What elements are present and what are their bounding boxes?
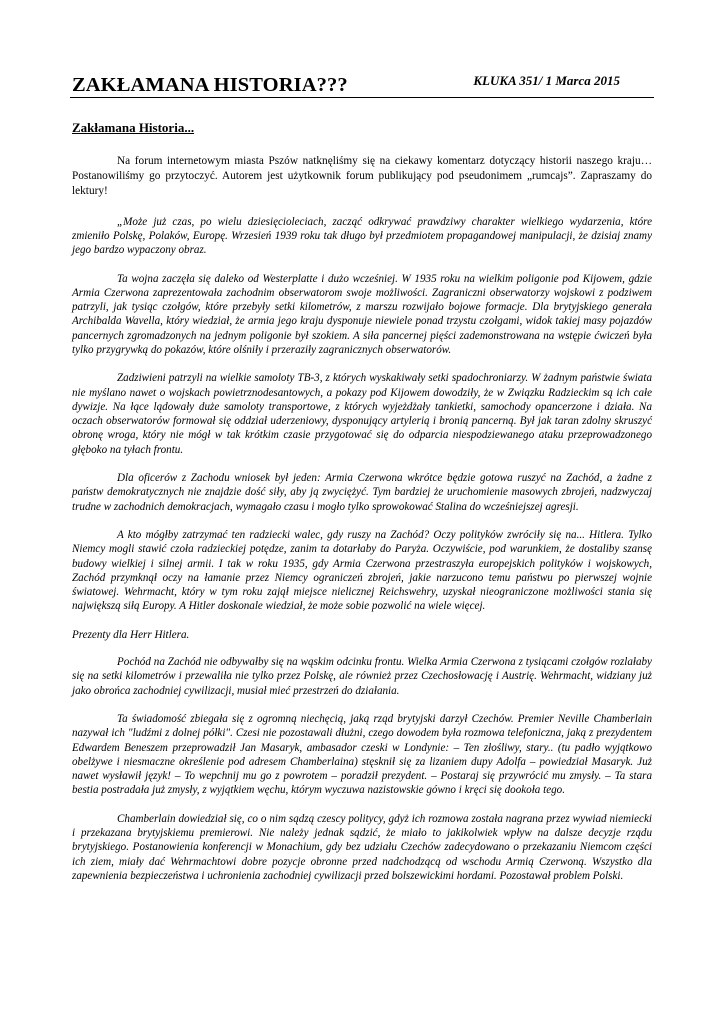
paragraph: Dla oficerów z Zachodu wniosek był jeden: Armia Czerwona wkrótce będzie gotowa ruszyć na Zachód, a żadne z państw demokratycznych nie znajdzie dość siły, aby ją zwyciężyć. Tym bardziej że uruchomienie masowych zbrojeń, nadzwyczaj trudne w zachodnich demokracjach, wymagało czasu i mogło tylko sprowokować Stalina do wcześniejszej agresji. [72,472,652,513]
page-header [70,70,654,98]
paragraph: Ta świadomość zbiegała się z ogromną niechęcią, jaką rząd brytyjski darzył Czechów. Premier Neville Chamberlain nazywał ich "ludźmi z dolnej półki". Czesi nie pozostawali dłużni, czego dowodem była rozmowa telefoniczna, jaką z prezydentem Edwardem Beneszem przeprowadził Jan Masaryk, ambasador czeski w Londynie: – Ten złośliwy, stary.. (tu padło wyjątkowo obelżywe i niesmaczne określenie pod adresem Chamberlaina) stęsknił się za lizaniem dupy Adolfa – powiedział Masaryk. Już nawet wysławił język! – To wepchnij mu go z powrotem – poradził prezydent. – Postaraj się przywrócić mu zmysły. – Ta stara bestia postradała już zmysły, z wyjątkiem węchu, którym wyczuwa nazistowskie gówno i kręci się dookoła tego. [72,712,652,797]
paragraph: Ta wojna zaczęła się daleko od Westerplatte i dużo wcześniej. W 1935 roku na wielkim poligonie pod Kijowem, gdzie Armia Czerwona zaprezentowała zachodnim obserwatorom swoje możliwości. Zagraniczni obserwatorzy wojskowi z podziwem patrzyli, jak tysiąc czołgów, które przebyły setki kilometrów, z marszu rozwijało bojowe formacje. Dla brytyjskiego generała Archibalda Wavella, który wiedział, że armia jego kraju dysponuje niewiele ponad trzystu czołgami, widok takiej masy pojazdów pancernych zgromadzonych na jednym poligonie był szokiem. A siła pancernej pięści zademonstrowana na wstępie ćwiczeń była tylko przygrywką do pokazów, które olśniły i przeraziły zagranicznych obserwatorów. [72,272,652,356]
article-heading: Zakłamana Historia... [72,120,195,135]
article-subheading: Prezenty dla Herr Hitlera. [72,628,190,641]
article-body [72,120,652,897]
intro-paragraph: Na forum internetowym miasta Pszów natknęliśmy się na ciekawy komentarz dotyczący historii naszego kraju… Postanowiliśmy go przytoczyć. Autorem jest użytkownik forum publikujący pod pseudonimem „rumcajs”. Zapraszamy do lektury! [72,155,652,198]
header-title: ZAKŁAMANA HISTORIA??? [72,74,348,96]
paragraph: „Może już czas, po wielu dziesięcioleciach, zacząć odkrywać prawdziwy charakter wielkiego wydarzenia, które zmieniło Polskę, Polaków, Europę. Wrzesień 1939 roku tak długo był przedmiotem propagandowej manipulacji, że dzisiaj znamy jego bardzo wypaczony obraz. [72,215,652,257]
paragraph: Chamberlain dowiedział się, co o nim sądzą czescy politycy, gdyż ich rozmowa została nagrana przez wywiad niemiecki i przekazana brytyjskiemu premierowi. Nie należy jednak sądzić, że miało to jakikolwiek wpływ na dalsze decyzje rządu brytyjskiego. Postanowienia konferencji w Monachium, gdy bez udziału Czechów zadecydowano o przekazaniu Niemcom części ich ziem, miały dać Wehrmachtowi dobre pozycje obronne przed nadchodzącą od wschodu Armią Czerwoną. Wszystko dla zapewnienia bezpieczeństwa i uchronienia zachodniej cywilizacji przed bolszewickimi hordami. Pozostawał problem Polski. [72,812,652,882]
paragraph: Pochód na Zachód nie odbywałby się na wąskim odcinku frontu. Wielka Armia Czerwona z tysiącami czołgów rozlałaby się na setki kilometrów i przewaliła nie tylko przez Polskę, ale również przez Czechosłowację i Austrię. Wehrmacht, widziany już jako obrońca zachodniej cywilizacji, musiał mieć przestrzeń do działania. [72,656,652,697]
paragraph: Zadziwieni patrzyli na wielkie samoloty TB-3, z których wyskakiwały setki spadochroniarzy. W żadnym państwie świata nie myślano nawet o wojskach powietrznodesantowych, a pokazy pod Kijowem dowodziły, że w Związku Radzieckim są ich całe dywizje. Na łące lądowały duże samoloty transportowe, z których wyjeżdżały tankietki, samochody opancerzone i działa. Na oczach obserwatorów formował się oddział uderzeniowy, dysponujący artylerią i bronią pancerną. Był jak taran zdolny skruszyć obronę wroga, który nie mógł w tak krótkim czasie przygotować się do odparcia niespodziewanego ataku przeprowadzonego głęboko na tyłach frontu. [72,372,652,456]
paragraph: A kto mógłby zatrzymać ten radziecki walec, gdy ruszy na Zachód? Oczy polityków zwróciły się na... Hitlera. Tylko Niemcy mogli stawić czoła radzieckiej potędze, zanim ta dotarłaby do Paryża. Oczywiście, pod warunkiem, że dostaliby szansę budowy wielkiej i silnej armii. I tak w roku 1935, gdy Armia Czerwona przestraszyła europejskich polityków i wojskowych, Zachód przymknął oczy na łamanie przez Niemcy ograniczeń zbrojeń, jakie narzucono temu państwu po pierwszej wojnie światowej. Wehrmacht, który w tym roku zajął miejsce nielicznej Reichswehry, uzyskał nieograniczone możliwości stania się największą siłą Europy. A Hitler doskonale wiedział, że może sobie pozwolić na wiele więcej. [72,528,652,613]
header-issue: KLUKA 351/ 1 Marca 2015 [473,73,620,88]
